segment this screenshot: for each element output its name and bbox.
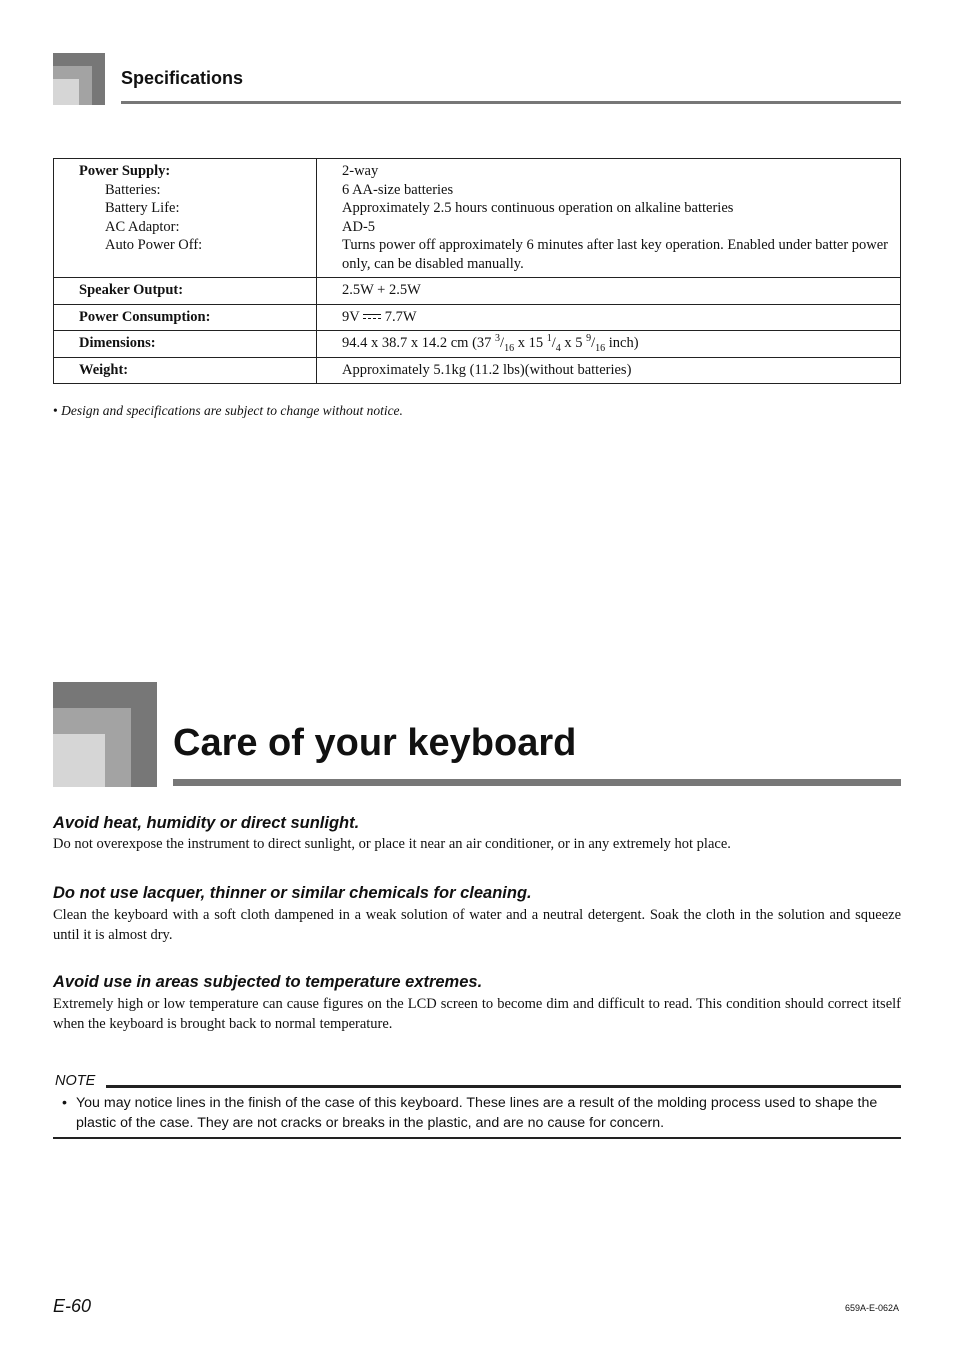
- fraction-denominator: 16: [595, 342, 606, 354]
- specifications-table: [53, 158, 901, 384]
- batteries-label: Batteries:: [105, 181, 161, 198]
- fraction-numerator: 9: [586, 333, 592, 345]
- fraction-numerator: 1: [546, 333, 552, 345]
- auto-power-off-value: Turns power off approximately 6 minutes after last key operation. Enabled under batter power only, can be disabled manually.: [342, 237, 889, 272]
- note-rule-top: [106, 1085, 901, 1088]
- header-rule: [121, 101, 901, 104]
- spec-label-cell: [54, 159, 317, 278]
- section-emblem: [53, 53, 105, 105]
- power-consumption-label: Power Consumption:: [54, 304, 317, 331]
- section-title: Specifications: [121, 68, 244, 88]
- dimensions-value: 94.4 x 38.7 x 14.2 cm (37 $^3/_{16}$ x 15 $^1/_4$ x 5 $^9/_{16}$ inch): [317, 331, 901, 358]
- speaker-output-value: 2.5W + 2.5W: [317, 278, 901, 305]
- weight-label: Weight:: [54, 357, 317, 384]
- power-consumption-wattage: 7.7W: [384, 308, 417, 325]
- table-row: [54, 304, 901, 331]
- care-body-temperature: Extremely high or low temperature can cause figures on the LCD screen to become dim and difficult to read. This condition should correct itself when the keyboard is brought back to normal temperature.: [53, 996, 901, 1032]
- fraction-denominator: 16: [504, 342, 515, 354]
- table-row: [54, 331, 901, 358]
- bullet: •: [62, 1095, 67, 1111]
- power-supply-label: Power Supply:: [79, 163, 171, 179]
- weight-value: Approximately 5.1kg (11.2 lbs)(without batteries): [317, 357, 901, 384]
- page-number: E-60: [53, 1296, 92, 1316]
- footnote-text: Design and specifications are subject to change without notice.: [61, 403, 403, 418]
- power-consumption-voltage: 9V: [342, 308, 360, 325]
- dimensions-text: x 5: [560, 335, 587, 351]
- care-body-chemicals: Clean the keyboard with a soft cloth dampened in a weak solution of water and a neutral detergent. Soak the cloth in the solution and squeeze until it is almost dry.: [53, 907, 901, 943]
- note-rule-bottom: [53, 1137, 901, 1139]
- footnote: [53, 403, 403, 419]
- table-row: [54, 357, 901, 384]
- title-rule: [173, 779, 901, 786]
- table-row: [54, 159, 901, 278]
- spec-value-cell: [317, 159, 901, 278]
- batteries-value: 6 AA-size batteries: [342, 181, 454, 198]
- battery-life-label: Battery Life:: [105, 200, 180, 216]
- care-body-heat: Do not overexpose the instrument to direct sunlight, or place it near an air conditioner, or in any extremely hot place.: [53, 836, 731, 852]
- bullet: •: [53, 403, 58, 418]
- document-code: 659A-E-062A: [845, 1303, 900, 1313]
- fraction-denominator: 4: [555, 342, 561, 354]
- note-text: You may notice lines in the finish of the case of this keyboard. These lines are a result of the molding process used to shape the plastic of the case. They are not cracks or breaks in the plastic, and are no cause for concern.: [76, 1095, 878, 1131]
- dimensions-label: Dimensions:: [54, 331, 317, 358]
- ac-adaptor-label: AC Adaptor:: [105, 218, 180, 235]
- fraction-numerator: 3: [495, 333, 501, 345]
- dimensions-text: 94.4 x 38.7 x 14.2 cm (37: [342, 335, 496, 351]
- page-title: Care of your keyboard: [173, 722, 577, 764]
- power-supply-value: 2-way: [342, 163, 379, 179]
- note-label: NOTE: [55, 1073, 96, 1089]
- care-heading-temperature: Avoid use in areas subjected to temperature extremes.: [53, 973, 483, 991]
- table-row: [54, 278, 901, 305]
- dimensions-text: x 15: [514, 335, 547, 351]
- speaker-output-label: Speaker Output:: [54, 278, 317, 305]
- chapter-emblem: [53, 682, 157, 787]
- auto-power-off-label: Auto Power Off:: [105, 237, 203, 253]
- note-item: [62, 1094, 894, 1133]
- care-heading-heat: Avoid heat, humidity or direct sunlight.: [53, 814, 360, 832]
- dimensions-text: inch): [605, 335, 639, 351]
- battery-life-value: Approximately 2.5 hours continuous operation on alkaline batteries: [342, 200, 734, 216]
- power-consumption-value: [317, 304, 901, 331]
- direct-current-icon: [363, 312, 381, 322]
- ac-adaptor-value: AD-5: [342, 218, 376, 235]
- care-heading-chemicals: Do not use lacquer, thinner or similar chemicals for cleaning.: [53, 884, 532, 902]
